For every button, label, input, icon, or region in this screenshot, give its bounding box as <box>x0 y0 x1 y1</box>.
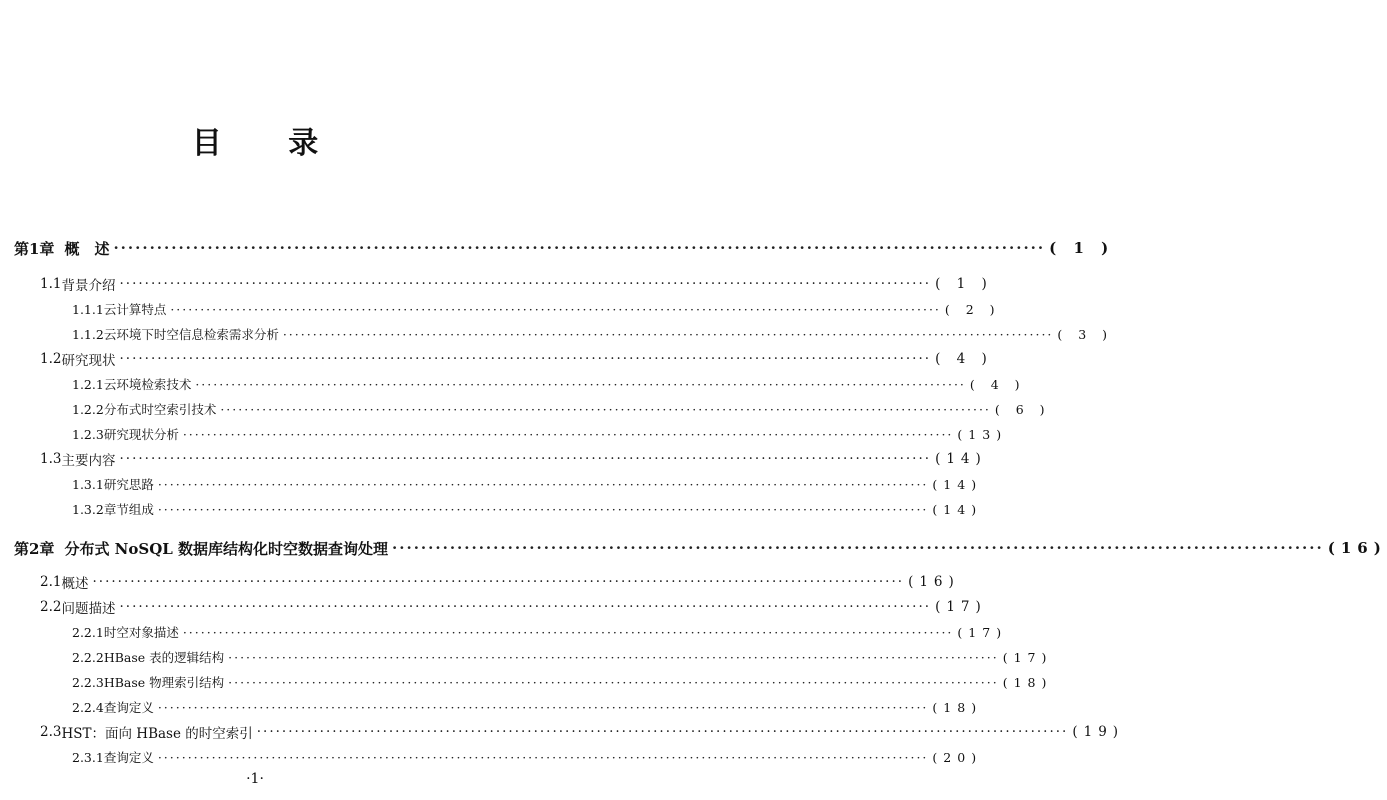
toc-entry-section <box>40 347 993 371</box>
toc-entry-subsection <box>72 620 1008 644</box>
toc-entry-subsection <box>72 670 1053 694</box>
toc-entry-title: HBase 物理索引结构 <box>103 675 225 690</box>
toc-entry-page: (14) <box>935 451 987 467</box>
toc-entry-subsection <box>72 497 983 521</box>
toc-entry-number: 1.2.1 <box>72 376 104 392</box>
toc-entry-subsection <box>72 695 983 719</box>
toc-entry-title: 分布式时空索引技术 <box>103 402 217 417</box>
dot-leader <box>183 625 954 640</box>
toc-entry-number: 1.2 <box>40 351 62 367</box>
toc-entry-title: 研究现状 <box>61 353 116 369</box>
toc-entry-title: 背景介绍 <box>61 278 116 294</box>
toc-entry-subsection <box>72 372 1026 396</box>
toc-entry-number: 1.2.2 <box>72 401 104 417</box>
toc-entry-number: 2.2.1 <box>72 624 104 640</box>
toc-entry-page: (16) <box>1327 539 1387 557</box>
toc-entry-page: (14) <box>932 501 983 517</box>
dot-leader <box>283 327 1054 342</box>
toc-entry-title: 章节组成 <box>103 502 154 517</box>
toc-entry-title: 问题描述 <box>61 601 116 617</box>
dot-leader <box>158 502 929 517</box>
toc-entry-number: 2.2 <box>40 599 62 615</box>
toc-entry-page: ( 4 ) <box>935 351 993 367</box>
toc-entry-number: 2.3 <box>40 724 62 740</box>
toc-entry-page: (14) <box>932 476 983 492</box>
toc-entry-page: ( 3 ) <box>1057 326 1114 342</box>
dot-leader <box>119 276 931 292</box>
toc-entry-section <box>40 570 960 594</box>
toc-entry-number: 1.3.2 <box>72 501 104 517</box>
toc-entry-number: 2.2.4 <box>72 699 104 715</box>
toc-entry-page: ( 1 ) <box>1049 239 1115 257</box>
toc-entry-number: 1.2.3 <box>72 426 104 442</box>
dot-leader <box>228 675 999 690</box>
dot-leader <box>257 724 1069 740</box>
toc-entry-number: 1.1.2 <box>72 326 104 342</box>
toc-entry-title: 研究思路 <box>103 477 154 492</box>
toc-entry-page: (17) <box>1002 649 1053 665</box>
toc-entry-number: 1.1 <box>40 276 62 292</box>
page-number: ·1· <box>246 771 264 787</box>
toc-entry-page: (18) <box>1002 674 1053 690</box>
dot-leader <box>195 377 966 392</box>
toc-entry-page: ( 6 ) <box>994 401 1051 417</box>
dot-leader <box>158 700 929 715</box>
dot-leader <box>183 427 954 442</box>
dot-leader <box>113 239 1045 257</box>
toc-entry-title: 概 述 <box>64 239 110 258</box>
toc-entry-page: ( 4 ) <box>969 376 1026 392</box>
toc-entry-page: ( 2 ) <box>944 301 1001 317</box>
toc-entry-number: 1.3.1 <box>72 476 104 492</box>
toc-entry-subsection <box>72 745 983 769</box>
toc-entry-page: (17) <box>935 599 987 615</box>
toc-entry-title: 云环境检索技术 <box>103 377 192 392</box>
dot-leader <box>158 477 929 492</box>
toc-entry-title: 查询定义 <box>103 750 154 765</box>
dot-leader <box>119 451 931 467</box>
toc-entry-title: HBase 表的逻辑结构 <box>103 650 225 665</box>
toc-entry-title: HST：面向 HBase 的时空索引 <box>61 726 253 742</box>
toc-entry-page: (13) <box>957 426 1008 442</box>
toc-entry-number: 2.2.2 <box>72 649 104 665</box>
toc-entry-title: 分布式 NoSQL 数据库结构化时空数据查询处理 <box>64 539 389 558</box>
toc-entry-page: (17) <box>957 624 1008 640</box>
toc-entry-title: 时空对象描述 <box>103 625 179 640</box>
toc-entry-chapter-2 <box>14 536 1387 560</box>
dot-leader <box>220 402 991 417</box>
toc-entry-section <box>40 720 1125 744</box>
toc-entry-number: 1.3 <box>40 451 62 467</box>
dot-leader <box>119 351 931 367</box>
toc-entry-page: ( 1 ) <box>935 276 993 292</box>
toc-entry-subsection <box>72 645 1053 669</box>
dot-leader <box>228 650 999 665</box>
toc-entry-title: 主要内容 <box>61 453 116 469</box>
toc-entry-number: 2.3.1 <box>72 749 104 765</box>
toc-entry-number: 第2章 <box>14 539 55 558</box>
toc-entry-section <box>40 595 987 619</box>
toc-entry-subsection <box>72 397 1051 421</box>
toc-entry-subsection <box>72 322 1114 346</box>
toc-entry-page: (20) <box>932 749 983 765</box>
toc-entry-title: 研究现状分析 <box>103 427 179 442</box>
toc-entry-number: 2.2.3 <box>72 674 104 690</box>
toc-entry-title: 云环境下时空信息检索需求分析 <box>103 327 279 342</box>
toc-entry-section <box>40 272 993 296</box>
toc-entry-page: (16) <box>908 574 960 590</box>
toc-entry-subsection <box>72 422 1008 446</box>
toc-entry-title: 云计算特点 <box>103 302 167 317</box>
toc-entry-subsection <box>72 472 983 496</box>
toc-entry-number: 1.1.1 <box>72 301 104 317</box>
toc-entry-page: (19) <box>1072 724 1125 740</box>
dot-leader <box>170 302 941 317</box>
dot-leader <box>158 750 929 765</box>
dot-leader <box>392 539 1324 557</box>
toc-entry-section <box>40 447 987 471</box>
toc-entry-page: (18) <box>932 699 983 715</box>
page-title: 目 录 <box>191 126 347 161</box>
dot-leader <box>92 574 904 590</box>
toc-entry-title: 查询定义 <box>103 700 154 715</box>
toc-entry-number: 第1章 <box>14 239 55 258</box>
toc-entry-subsection <box>72 297 1001 321</box>
toc-entry-title: 概述 <box>61 576 89 592</box>
dot-leader <box>119 599 931 615</box>
toc-entry-number: 2.1 <box>40 574 62 590</box>
toc-entry-chapter-1 <box>14 236 1115 260</box>
